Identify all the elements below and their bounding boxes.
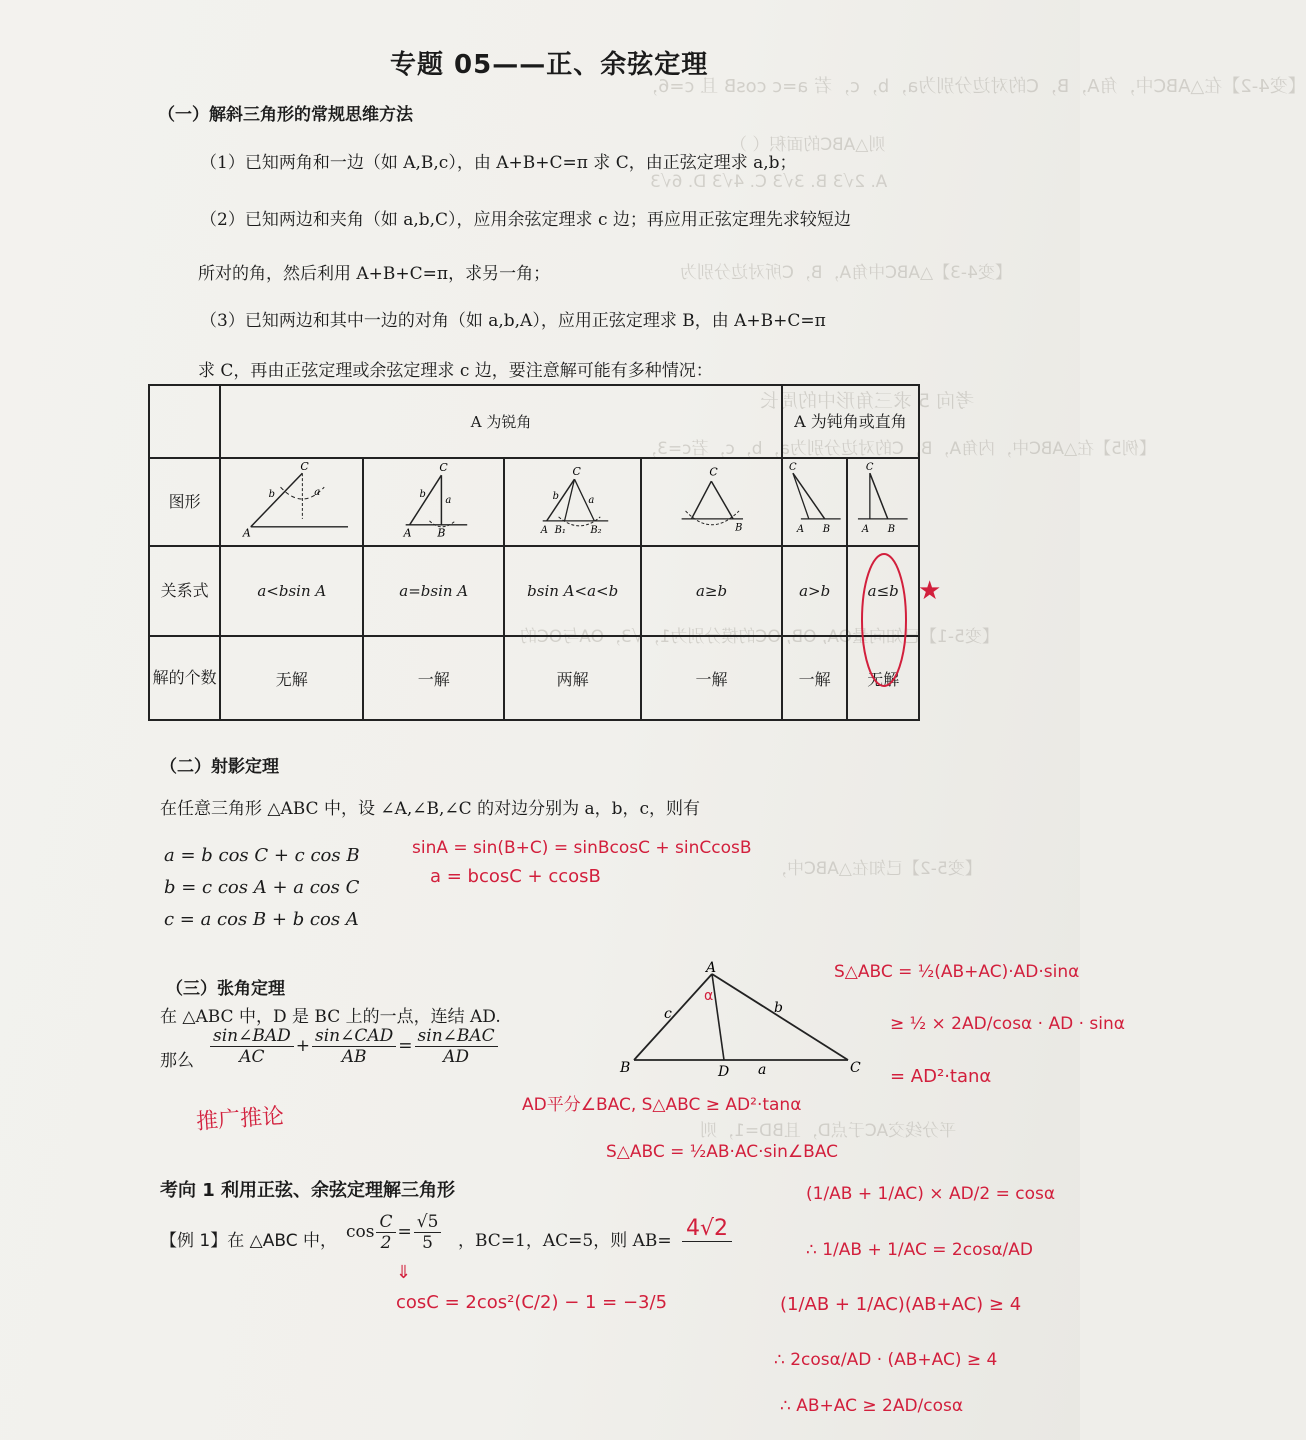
figure-no-solution [221,459,362,545]
handwritten-r7: ∴ 2cosα/AD · (AB+AC) ≥ 4 [774,1350,998,1370]
frac1-num: sin∠BAD [210,1026,294,1047]
fig5-label-B: B [822,523,830,535]
bleed-line-3: A. 2√3 B. 3√3 C. 4√3 D. 6√3 [650,172,888,192]
example1-frac-den: 2 [380,1233,392,1253]
tri-label-b: b [774,1000,783,1016]
fig6-label-B: B [888,523,896,535]
figure-cell-4 [641,458,782,546]
example1-cos-expression: cos $\frac{C}{2}$ = $\frac{√5}{5}$ [346,1212,443,1253]
fig3-label-B1: B₁ [554,524,567,536]
bleed-line-5: 考向 5 求三角形中的周长 [760,390,975,412]
relation-4: a≥b [641,546,782,636]
relation-6: a≤b [847,546,919,636]
bleed-line-8: 【变5-2】已知在△ABC中， [770,859,982,879]
figure-cell-5 [782,458,848,546]
relation-2: a=bsin A [363,546,504,636]
fig6-label-C: C [866,462,874,474]
angle-theorem-formula: $\frac{\text{sin∠BAD}}{AC}$ + $\frac{\text{sin∠CAD}}{AB}$ = $\frac{\text{sin∠BAC}}{AD}$ [208,1026,500,1067]
fig2-label-C: C [439,461,449,475]
section3-line1: 在 △ABC 中，D 是 BC 上的一点，连结 AD. [160,1007,501,1027]
tri-alpha: α [704,988,714,1004]
section1-item3b: 求 C，再由正弦定理或余弦定理求 c 边，要注意解可能有多种情况： [198,361,713,381]
section1-item1: （1）已知两角和一边（如 A,B,c），由 A+B+C=π 求 C，由正弦定理求 a,b； [200,153,797,173]
section2-heading: （二）射影定理 [160,757,279,777]
projection-formula-a: a = b cos C + c cos B [164,845,360,866]
fig3-label-B2: B₂ [590,524,602,536]
bleed-line-9: 平分线交AC于点D，且BD=1，则 [700,1121,957,1141]
solutions-3: 两解 [504,636,641,720]
solutions-1: 无解 [220,636,363,720]
bleed-line-1: 【变4-2】在△ABC中，角A，B，C的对边分别为a，b，c，若 a=c cosB 且 c=6， [640,76,1306,97]
tri-label-B: B [620,1060,631,1076]
section2-intro: 在任意三角形 △ABC 中，设 ∠A,∠B,∠C 的对边分别为 a，b，c，则有 [160,799,701,819]
red-circle-annotation [852,548,932,698]
figure-obtuse-no-solution [848,459,918,545]
fig6-label-A: A [862,523,870,535]
tri-label-c: c [664,1006,672,1022]
figure-cell-3 [504,458,641,546]
handwritten-a-formula: a = bcosC + ccosB [430,866,601,887]
solutions-2: 一解 [363,636,504,720]
fig2-label-b: b [419,489,427,501]
frac3-num: sin∠BAC [415,1026,498,1047]
figure-one-solution-right [364,459,503,545]
example1-rest: ，BC=1，AC=5，则 AB= [458,1231,672,1251]
fig2-label-B: B [437,526,446,540]
bleed-line-4: 【变4-3】△ABC中角A，B，C所对边分别为 [680,263,1012,283]
example1-frac-num: C [376,1212,395,1233]
fig1-label-b: b [268,489,276,501]
handwritten-r6: (1/AB + 1/AC)(AB+AC) ≥ 4 [780,1294,1022,1315]
example1-answer: 4√2 [682,1216,732,1242]
fig1-label-A: A [243,526,252,540]
fig2-label-a: a [445,494,452,506]
figure-two-solutions [505,459,640,545]
fig3-label-a: a [588,494,595,506]
example1-rhs-den: 5 [422,1233,433,1253]
cases-table [148,384,920,721]
section3-then: 那么 [160,1051,194,1071]
relation-1: a<bsin A [220,546,363,636]
row-label-solutions: 解的个数 [149,636,220,720]
example1-label: 【例 1】在 △ABC 中， [160,1231,337,1251]
handwritten-r8: ∴ AB+AC ≥ 2AD/cosα [780,1396,964,1416]
fig4-label-B: B [735,522,743,534]
handwritten-r1: S△ABC = ½(AB+AC)·AD·sinα [834,962,1080,982]
frac2-den: AB [341,1047,367,1067]
relation-5: a>b [782,546,848,636]
table-corner [149,385,220,458]
section3-heading: （三）张角定理 [166,979,285,999]
figure-cell-6 [847,458,919,546]
fig3-label-C: C [572,465,582,479]
bleed-line-2: 则△ABC的面积（ ） [730,135,886,155]
frac1-den: AC [239,1047,265,1067]
tri-label-a: a [758,1062,767,1078]
frac2-num: sin∠CAD [312,1026,396,1047]
fig4-label-C: C [709,465,718,479]
section1-item2a: （2）已知两边和夹角（如 a,b,C），应用余弦定理求 c 边；再应用正弦定理先求较短边 [200,210,851,230]
handwritten-promo: 推广推论 [195,1103,285,1136]
fig1-label-C: C [300,460,310,474]
section1-item3a: （3）已知两边和其中一边的对角（如 a,b,A），应用正弦定理求 B，由 A+B+C=π [200,311,826,331]
tri-label-A: A [706,960,717,976]
projection-formula-b: b = c cos A + a cos C [164,877,360,898]
figure-obtuse-one-solution [783,459,847,545]
fig5-label-C: C [788,462,797,474]
handwritten-sin-identity: sinA = sin(B+C) = sinBcosC + sinCcosB [412,838,752,858]
figure-one-solution-a-ge-b [642,459,781,545]
fig2-label-A: A [403,526,412,540]
bleed-line-7: 【变5-1】已知向量OA, OB, OC的模分别为1，√3，OA与OC的 [520,627,999,647]
fig5-label-A: A [796,523,804,535]
relation-3: bsin A<a<b [504,546,641,636]
tri-label-C: C [850,1060,861,1076]
page-title: 专题 05——正、余弦定理 [390,50,709,80]
fig3-label-b: b [552,491,560,503]
acute-header: A 为锐角 [220,385,782,458]
solutions-6: 无解 [847,636,919,720]
example1-cos: cos [346,1222,375,1242]
handwritten-r4: (1/AB + 1/AC) × AD/2 = cosα [806,1184,1056,1204]
handwritten-r2: ≥ ½ × 2AD/cosα · AD · sinα [890,1014,1125,1034]
section1-item2b: 所对的角，然后利用 A+B+C=π，求另一角； [198,264,551,284]
projection-formula-c: c = a cos B + b cos A [164,909,359,930]
fig3-label-A: A [540,524,549,536]
fig1-label-a: a [314,487,321,499]
handwritten-area: S△ABC = ½AB·AC·sin∠BAC [606,1142,839,1162]
figure-cell-1 [220,458,363,546]
down-arrow-icon: ⇓ [396,1262,412,1283]
solutions-5: 一解 [782,636,848,720]
obtuse-header: A 为钝角或直角 [782,385,919,458]
star-icon: ★ [918,576,942,606]
row-label-figure: 图形 [149,458,220,546]
handwritten-ad-bisect: AD平分∠BAC, S△ABC ≥ AD²·tanα [522,1095,802,1115]
handwritten-r5: ∴ 1/AB + 1/AC = 2cosα/AD [806,1240,1033,1260]
section4-heading: 考向 1 利用正弦、余弦定理解三角形 [160,1180,456,1201]
section1-heading: （一）解斜三角形的常规思维方法 [158,105,413,125]
example1-rhs-num: √5 [414,1212,442,1233]
frac3-den: AD [443,1047,470,1067]
solutions-4: 一解 [641,636,782,720]
triangle-abd-diagram [612,962,868,1080]
handwritten-cosC: cosC = 2cos²(C/2) − 1 = −3/5 [396,1292,668,1313]
bleed-line-6: 【例5】在△ABC中，内角A，B，C的对边分别为a，b，c，若c=3， [640,439,1156,459]
figure-cell-2 [363,458,504,546]
row-label-relation: 关系式 [149,546,220,636]
handwritten-r3: = AD²·tanα [890,1066,992,1087]
tri-label-D: D [718,1064,730,1080]
